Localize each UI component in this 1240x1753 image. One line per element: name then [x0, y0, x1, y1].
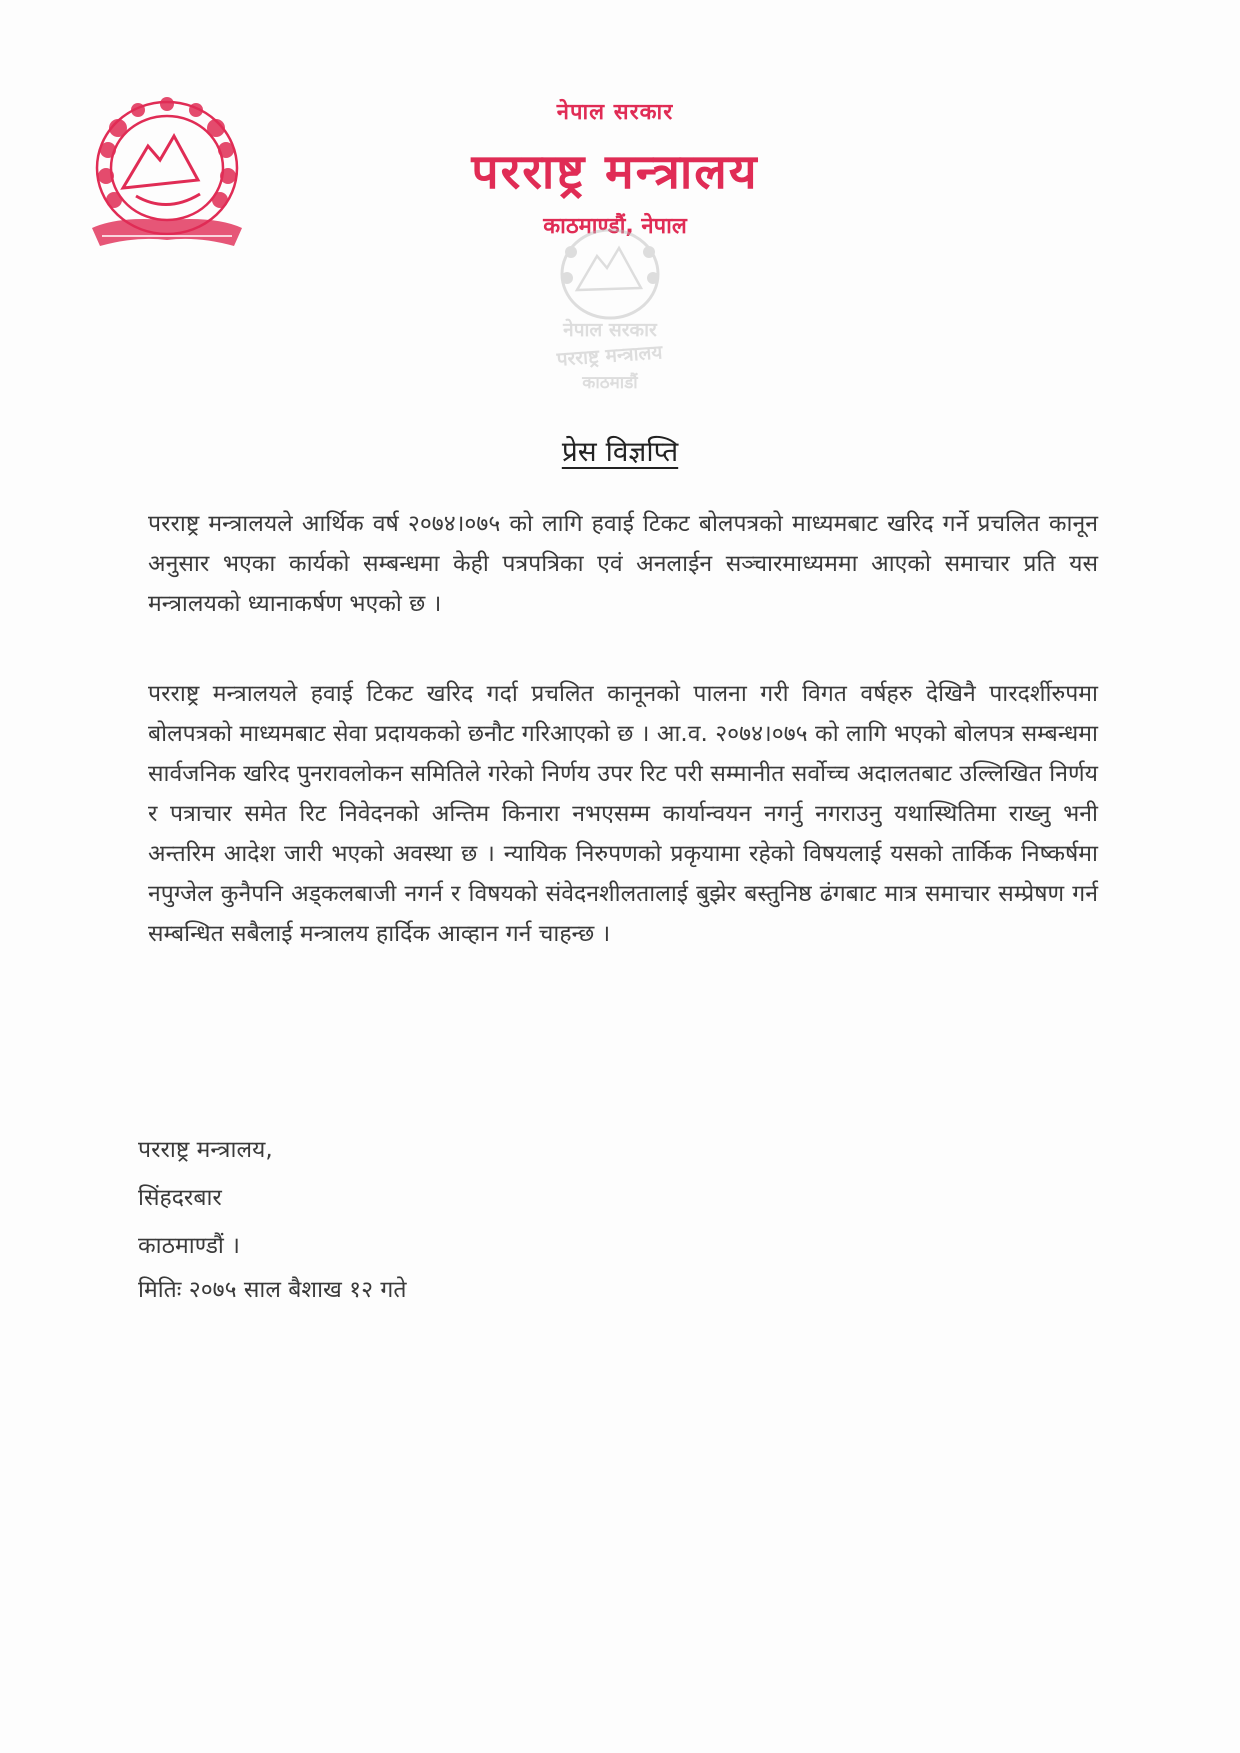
signature-building: सिंहदरबार: [138, 1185, 222, 1211]
nepal-emblem-icon: [78, 88, 256, 260]
government-name: नेपाल सरकार: [556, 100, 674, 125]
paragraph-2: परराष्ट्र मन्त्रालयले हवाई टिकट खरिद गर्दा प्रचलित कानूनको पालना गरी विगत वर्षहरु देखिनै पारदर्शीरुपमा बोलपत्रको माध्यमबाट सेवा प्रदायकको छनौट गरिआएको छ । आ.व. २०७४।०७५ को लागि भएको बोलपत्र सम्बन्धमा सार्वजनिक खरिद पुनरावलोकन समितिले गरेको निर्णय उपर रिट परी सम्मानीत सर्वोच्च अदालतबाट उल्लिखित निर्णय र पत्राचार समेत रिट निवेदनको अन्तिम किनारा नभएसम्म कार्यान्वयन नगर्नु नगराउनु यथास्थितिमा राख्नु भनी अन्तरिम आदेश जारी भएको अवस्था छ । न्यायिक निरुपणको प्रकृयामा रहेको विषयलाई यसको तार्किक निष्कर्षमा नपुग्जेल कुनैपनि अड्कलबाजी नगर्न र विषयको संवेदनशीलतालाई बुझेर बस्तुनिष्ठ ढंगबाट मात्र समाचार सम्प्रेषण गर्न सम्बन्धित सबैलाई मन्त्रालय हार्दिक आव्हान गर्न चाहन्छ ।: [148, 681, 1098, 947]
seal-line-1: नेपाल सरकार: [563, 319, 657, 341]
office-seal-icon: [515, 212, 705, 402]
signature-date: मितिः २०७५ साल बैशाख १२ गते: [138, 1277, 407, 1303]
seal-line-3: काठमाडौं: [582, 373, 638, 393]
signature-office: परराष्ट्र मन्त्रालय,: [138, 1137, 273, 1163]
seal-line-2: परराष्ट्र मन्त्रालय: [556, 341, 664, 371]
press-release-title: प्रेस विज्ञप्ति: [561, 435, 679, 468]
ministry-name: परराष्ट्र मन्त्रालय: [471, 144, 759, 200]
paragraph-1: परराष्ट्र मन्त्रालयले आर्थिक वर्ष २०७४।०७५ को लागि हवाई टिकट बोलपत्रको माध्यमबाट खरिद गर्ने प्रचलित कानून अनुसार भएका कार्यको सम्बन्धमा केही पत्रपत्रिका एवं अनलाईन सञ्चारमाध्यममा आएको समाचार प्रति यस मन्त्रालयको ध्यानाकर्षण भएको छ ।: [148, 511, 1098, 617]
signature-city: काठमाण्डौं ।: [138, 1233, 240, 1259]
ministry-location: काठमाण्डौं, नेपाल: [543, 214, 687, 239]
